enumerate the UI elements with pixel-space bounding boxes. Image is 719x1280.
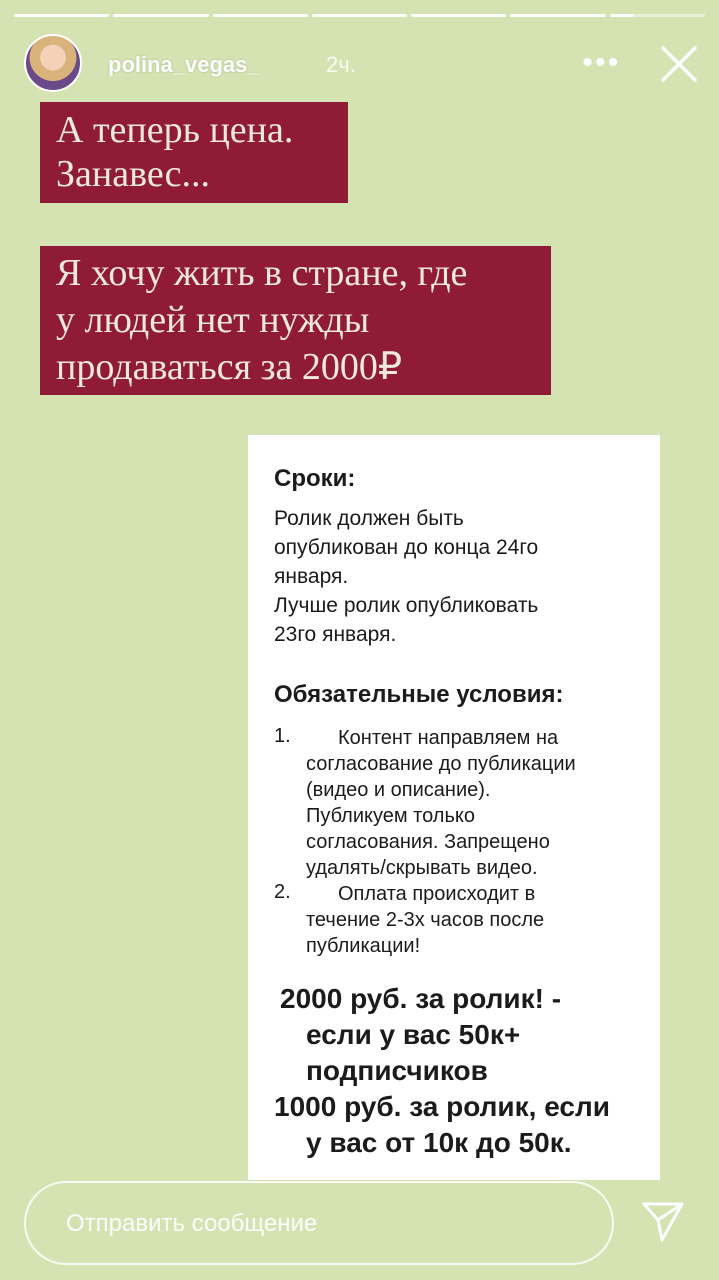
sticker-line: Я хочу жить в стране, где xyxy=(56,252,468,294)
deadline-heading: Сроки: xyxy=(274,465,356,492)
text-line: согласование до публикации xyxy=(306,753,576,775)
text-line: (видео и описание). xyxy=(306,779,491,801)
condition-item-2 xyxy=(306,881,646,959)
message-input-placeholder: Отправить сообщение xyxy=(66,1210,318,1237)
progress-segment xyxy=(510,14,605,17)
progress-segment xyxy=(113,14,208,17)
sticker-line: Занавес... xyxy=(56,153,211,195)
text-line: Ролик должен быть xyxy=(274,507,464,530)
terms-document-image xyxy=(248,435,660,1180)
story-header xyxy=(24,34,699,98)
message-input[interactable] xyxy=(24,1181,614,1265)
progress-segment xyxy=(213,14,308,17)
text-line: 23го января. xyxy=(274,623,397,646)
progress-segment xyxy=(14,14,109,17)
progress-segment xyxy=(411,14,506,17)
story-progress-bar xyxy=(14,14,705,18)
sticker-line: А теперь цена. xyxy=(56,109,294,151)
deadline-text xyxy=(274,504,538,649)
progress-segment-current xyxy=(610,14,705,17)
price-line: у вас от 10к до 50к. xyxy=(306,1127,572,1158)
text-line: удалять/скрывать видео. xyxy=(306,857,538,879)
text-line: января. xyxy=(274,565,349,588)
list-number: 1. xyxy=(274,725,291,747)
text-line: согласования. Запрещено xyxy=(306,831,550,853)
more-options-button[interactable]: ••• xyxy=(582,46,621,77)
progress-segment xyxy=(312,14,407,17)
price-line: 2000 руб. за ролик! - xyxy=(280,983,562,1014)
avatar[interactable] xyxy=(24,34,82,92)
text-line: Публикуем только xyxy=(306,805,475,827)
username[interactable]: polina_vegas_ xyxy=(108,52,260,77)
conditions-heading: Обязательные условия: xyxy=(274,681,564,708)
close-icon[interactable] xyxy=(659,44,699,84)
text-line: течение 2-3х часов после xyxy=(306,909,545,931)
post-time: 2ч. xyxy=(326,52,356,77)
condition-item-1 xyxy=(306,725,646,881)
text-line: Контент направляем на xyxy=(338,727,559,749)
list-number: 2. xyxy=(274,881,291,903)
price-line: 1000 руб. за ролик, если xyxy=(274,1091,610,1122)
text-sticker-country xyxy=(40,246,551,395)
send-icon[interactable] xyxy=(640,1198,686,1244)
text-line: публикации! xyxy=(306,935,421,957)
price-line: если у вас 50к+ xyxy=(306,1019,521,1050)
text-line: Оплата происходит в xyxy=(338,883,536,905)
text-line: Лучше ролик опубликовать xyxy=(274,594,539,617)
text-line: опубликован до конца 24го xyxy=(274,536,539,559)
text-sticker-curtain xyxy=(40,102,348,203)
price-line: подписчиков xyxy=(306,1055,488,1086)
sticker-line: у людей нет нужды xyxy=(56,299,370,341)
sticker-line: продаваться за 2000₽ xyxy=(56,346,403,388)
